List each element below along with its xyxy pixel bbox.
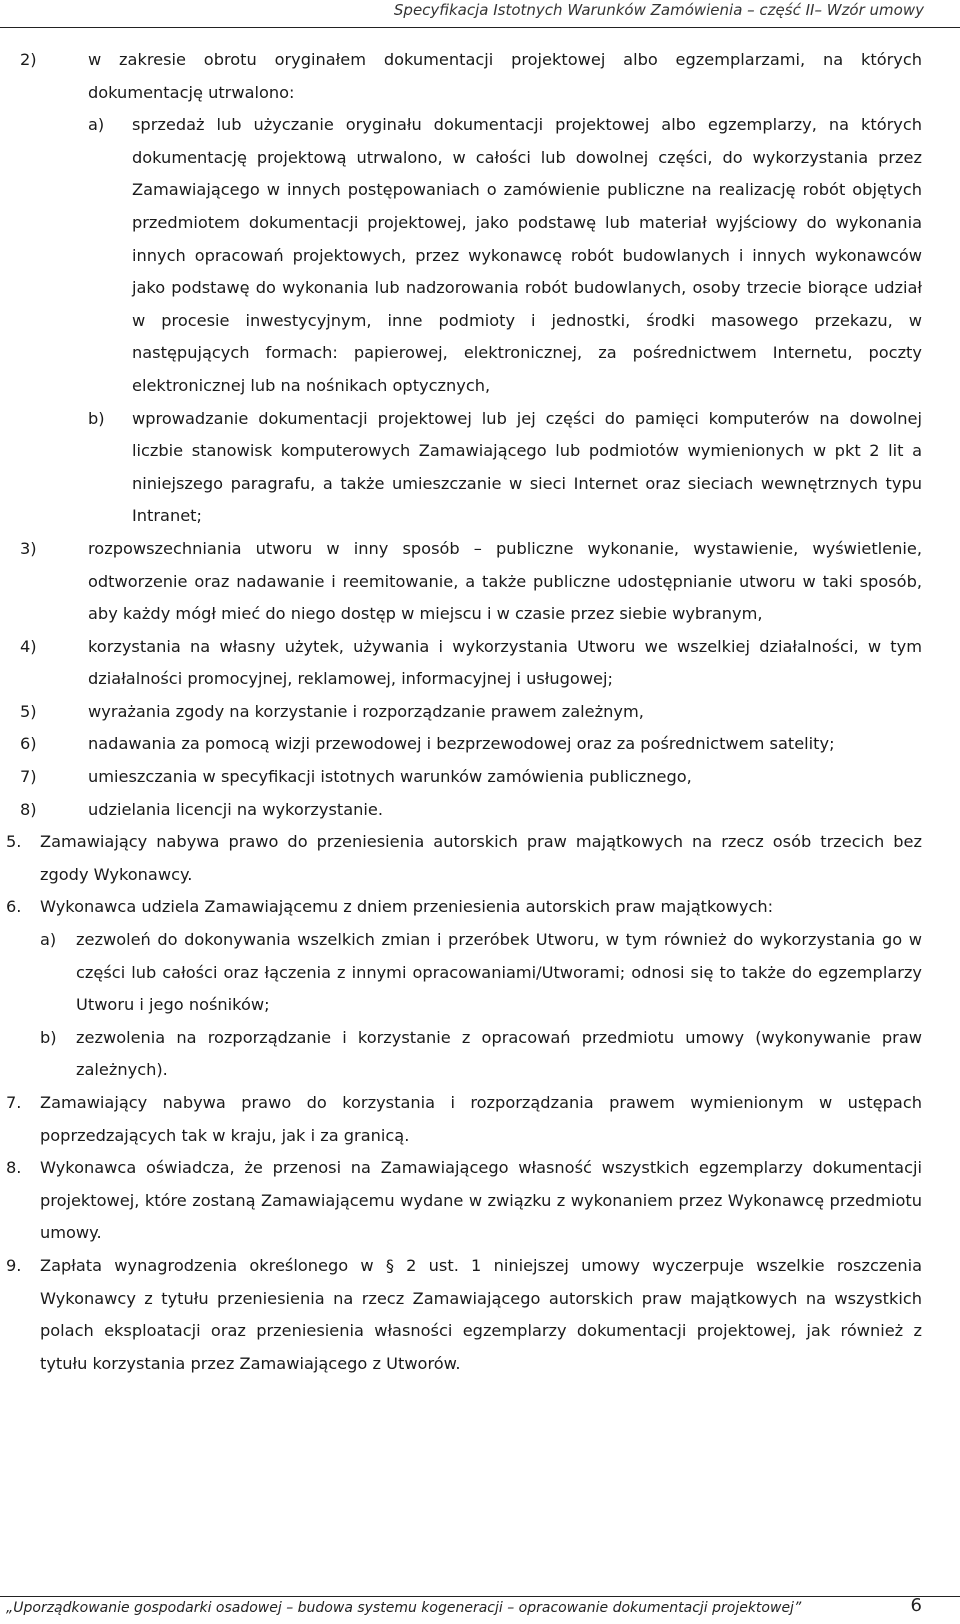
paragraph-text: Zamawiający nabywa prawo do przeniesienia autorskich praw majątkowych na rzecz osób trzecich bez zgody Wykonawcy. bbox=[40, 832, 922, 884]
paragraph-text: Wykonawca oświadcza, że przenosi na Zamawiającego własność wszystkich egzemplarzy dokumentacji projektowej, które zostaną Zamawiającemu wydane w związku z wykonaniem przez Wykonawcę przedmiotu umowy. bbox=[40, 1158, 922, 1243]
list-item-2a bbox=[0, 109, 960, 402]
item-number: 8) bbox=[20, 799, 37, 819]
paragraph-6 bbox=[0, 891, 960, 924]
item-text: wyrażania zgody na korzystanie i rozporządzanie prawem zależnym, bbox=[88, 701, 644, 721]
paragraph-6b bbox=[0, 1022, 960, 1087]
header-title: Specyfikacja Istotnych Warunków Zamówienia – część II– Wzór umowy bbox=[393, 1, 924, 19]
page-header bbox=[0, 0, 960, 28]
item-text: w zakresie obrotu oryginałem dokumentacji projektowej albo egzemplarzami, na których dokumentację utrwalono: bbox=[88, 50, 922, 102]
item-text: wprowadzanie dokumentacji projektowej lub jej części do pamięci komputerów na dowolnej liczbie stanowisk komputerowych Zamawiającego lub podmiotów wymienionych w pkt 2 lit a niniejszego paragrafu, a także umieszczanie w sieci Internet oraz sieciach wewnętrznych typu Intranet; bbox=[132, 408, 922, 526]
paragraph-number: 5. bbox=[6, 832, 22, 852]
paragraph-number: 6. bbox=[6, 897, 22, 917]
item-letter: b) bbox=[40, 1027, 57, 1047]
list-item-7 bbox=[0, 761, 960, 794]
paragraph-number: 9. bbox=[6, 1255, 22, 1275]
item-letter: a) bbox=[88, 115, 105, 135]
item-text: sprzedaż lub użyczanie oryginału dokumentacji projektowej albo egzemplarzy, na których dokumentację projektową utrwalono, w całości lub dowolnej części, do wykorzystania przez Zamawiającego w innych postępowaniach o zamówienie publiczne na realizację robót objętych przedmiotem dokumentacji projektowej, jako podstawę lub materiał wyjściowy do wykonania innych opracowań projektowych, przez wykonawcę robót budowlanych i innych wykonawców jako podstawę do wykonania lub nadzorowania robót budowlanych, osoby trzecie biorące udział w procesie inwestycyjnym, inne podmioty i jednostki, środki masowego przekazu, w następujących formach: papierowej, elektronicznej, za pośrednictwem Internetu, poczty elektronicznej lub na nośnikach optycznych, bbox=[132, 115, 922, 395]
paragraph-number: 7. bbox=[6, 1093, 22, 1112]
item-number: 7) bbox=[20, 767, 37, 787]
item-text: umieszczania w specyfikacji istotnych warunków zamówienia publicznego, bbox=[88, 767, 692, 787]
list-item-6 bbox=[0, 728, 960, 761]
footer-project-title: „Uporządkowanie gospodarki osadowej – budowa systemu kogeneracji – opracowanie dokumentacji projektowej” bbox=[6, 1600, 802, 1616]
item-number: 6) bbox=[20, 734, 37, 754]
list-item-3 bbox=[0, 533, 960, 631]
item-text: nadawania za pomocą wizji przewodowej i bezprzewodowej oraz za pośrednictwem satelity; bbox=[88, 734, 835, 754]
page-number: 6 bbox=[910, 1595, 922, 1616]
list-item-2b bbox=[0, 403, 960, 533]
item-number: 2) bbox=[20, 50, 37, 69]
paragraph-text: Zapłata wynagrodzenia określonego w § 2 ust. 1 niniejszej umowy wyczerpuje wszelkie roszczenia Wykonawcy z tytułu przeniesienia na rzecz Zamawiającego autorskich praw majątkowych na wszystkich polach eksploatacji oraz przeniesienia własności egzemplarzy dokumentacji projektowej, jak również z tytułu korzystania przez Zamawiającego z Utworów. bbox=[40, 1255, 922, 1373]
item-letter: a) bbox=[40, 930, 57, 950]
item-number: 4) bbox=[20, 636, 37, 656]
paragraph-5 bbox=[0, 826, 960, 891]
item-text: zezwoleń do dokonywania wszelkich zmian i przeróbek Utworu, w tym również do wykorzystania go w części lub całości oraz łączenia z innymi opracowaniami/Utworami; odnosi się to także do egzemplarzy Utworu i jego nośników; bbox=[76, 930, 922, 1015]
list-item-2 bbox=[0, 44, 960, 109]
item-letter: b) bbox=[88, 408, 105, 428]
item-text: korzystania na własny użytek, używania i wykorzystania Utworu we wszelkiej działalności, w tym działalności promocyjnej, reklamowej, informacyjnej i usługowej; bbox=[88, 636, 922, 689]
item-text: rozpowszechniania utworu w inny sposób – publiczne wykonanie, wystawienie, wyświetlenie, odtworzenie oraz nadawanie i reemitowanie, a także publiczne udostępnianie utworu w taki sposób, aby każdy mógł mieć do niego dostęp w miejscu i w czasie przez siebie wybranym, bbox=[88, 538, 922, 624]
paragraph-6a bbox=[0, 924, 960, 1022]
document-body bbox=[0, 44, 960, 1380]
item-text: udzielania licencji na wykorzystanie. bbox=[88, 799, 384, 819]
item-number: 3) bbox=[20, 538, 37, 558]
item-number: 5) bbox=[20, 701, 37, 721]
item-text: zezwolenia na rozporządzanie i korzystanie z opracowań przedmiotu umowy (wykonywanie praw zależnych). bbox=[76, 1027, 922, 1080]
list-item-5 bbox=[0, 696, 960, 729]
list-item-4 bbox=[0, 631, 960, 696]
paragraph-text: Wykonawca udziela Zamawiającemu z dniem przeniesienia autorskich praw majątkowych: bbox=[40, 897, 774, 917]
paragraph-9 bbox=[0, 1250, 960, 1380]
paragraph-number: 8. bbox=[6, 1158, 22, 1178]
paragraph-text: Zamawiający nabywa prawo do korzystania i rozporządzania prawem wymienionym w ustępach poprzedzających tak w kraju, jak i za granicą. bbox=[40, 1093, 922, 1145]
list-item-8 bbox=[0, 794, 960, 827]
paragraph-7 bbox=[0, 1087, 960, 1152]
page-footer bbox=[0, 1596, 960, 1624]
paragraph-8 bbox=[0, 1152, 960, 1250]
